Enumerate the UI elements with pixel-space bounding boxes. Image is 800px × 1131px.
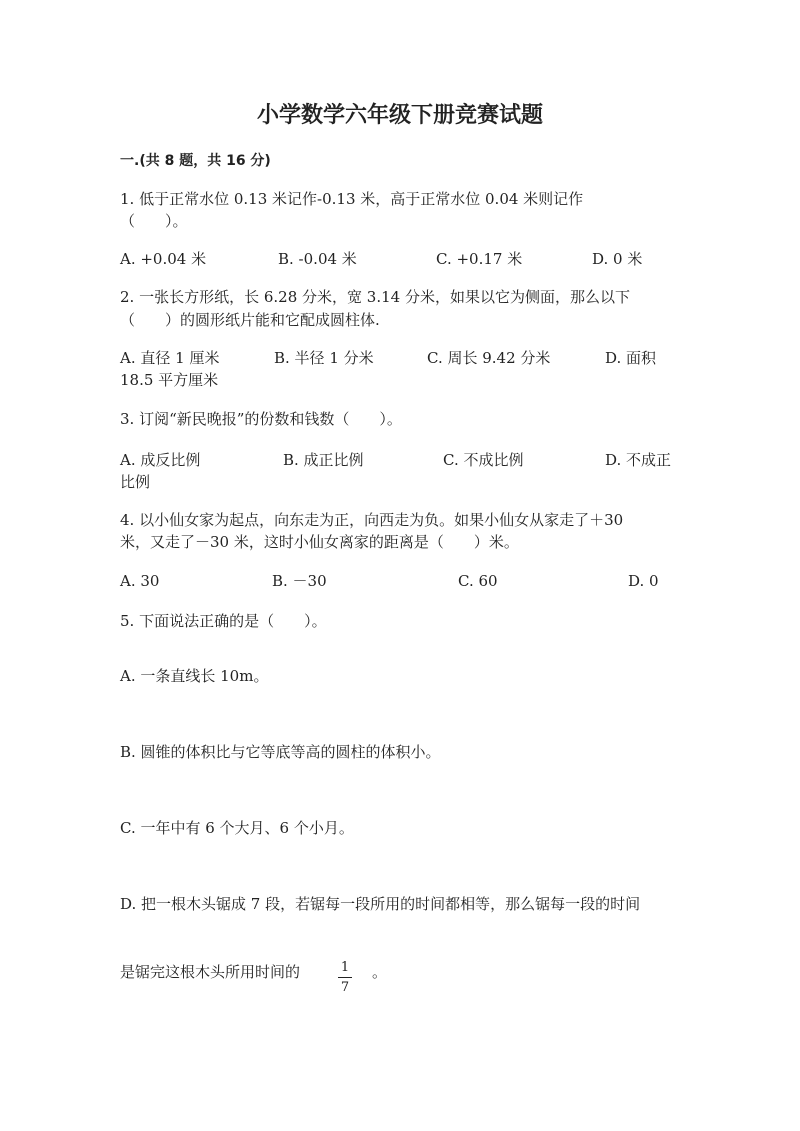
- question-4-option-b: B. －30: [272, 572, 327, 590]
- question-1-option-b: B. -0.04 米: [278, 250, 357, 268]
- question-2-option-c: C. 周长 9.42 分米: [427, 349, 551, 367]
- question-5-option-a: A. 一条直线长 10m。: [120, 667, 269, 685]
- question-4-option-c: C. 60: [458, 572, 498, 590]
- question-5-option-d-continuation: 是锯完这根木头所用时间的: [120, 963, 301, 981]
- question-4-stem-line-2: 米，又走了－30 米，这时小仙女离家的距离是（ ）米。: [120, 533, 519, 551]
- question-2-stem-line-1: 2. 一张长方形纸，长 6.28 分米，宽 3.14 分米，如果以它为侧面，那么以下: [120, 288, 630, 306]
- question-4-stem-line-1: 4. 以小仙女家为起点，向东走为正，向西走为负。如果小仙女从家走了＋30: [120, 511, 624, 529]
- page-title: 小学数学六年级下册竞赛试题: [256, 102, 543, 128]
- question-1-stem-line-2: （ ）。: [120, 212, 188, 230]
- section-heading: 一.(共 8 题，共 16 分): [120, 153, 271, 169]
- question-4-option-a: A. 30: [120, 572, 160, 590]
- question-5-trailing-period: 。: [372, 963, 388, 981]
- question-3-option-d: D. 不成正: [605, 451, 672, 469]
- question-1-stem-line-1: 1. 低于正常水位 0.13 米记作-0.13 米，高于正常水位 0.04 米则记作: [120, 190, 584, 208]
- question-5-option-b: B. 圆锥的体积比与它等底等高的圆柱的体积小。: [120, 743, 441, 761]
- question-4-option-d: D. 0: [628, 572, 659, 590]
- question-1-option-c: C. +0.17 米: [436, 250, 523, 268]
- question-3-stem-line-1: 3. 订阅“新民晚报”的份数和钱数（ ）。: [120, 410, 402, 428]
- question-3-option-a: A. 成反比例: [120, 451, 201, 469]
- fraction-one-seventh: [338, 960, 352, 995]
- question-1-option-d: D. 0 米: [592, 250, 643, 268]
- question-2-option-d-wrap: 18.5 平方厘米: [120, 371, 219, 389]
- question-3-option-b: B. 成正比例: [283, 451, 364, 469]
- fraction-numerator: 1: [340, 960, 350, 975]
- question-5-option-c: C. 一年中有 6 个大月、6 个小月。: [120, 819, 354, 837]
- fraction-denominator: 7: [340, 980, 350, 995]
- question-3-option-c: C. 不成比例: [443, 451, 524, 469]
- question-1-option-a: A. +0.04 米: [120, 250, 207, 268]
- question-2-option-a: A. 直径 1 厘米: [120, 349, 220, 367]
- question-2-option-b: B. 半径 1 分米: [274, 349, 374, 367]
- question-3-option-d-wrap: 比例: [120, 473, 151, 491]
- fraction-bar: [338, 977, 352, 978]
- question-2-stem-line-2: （ ）的圆形纸片能和它配成圆柱体.: [120, 311, 380, 329]
- question-2-option-d: D. 面积: [605, 349, 657, 367]
- question-5-option-d: D. 把一根木头锯成 7 段，若锯每一段所用的时间都相等，那么锯每一段的时间: [120, 895, 641, 913]
- question-5-stem-line-1: 5. 下面说法正确的是（ ）。: [120, 612, 327, 630]
